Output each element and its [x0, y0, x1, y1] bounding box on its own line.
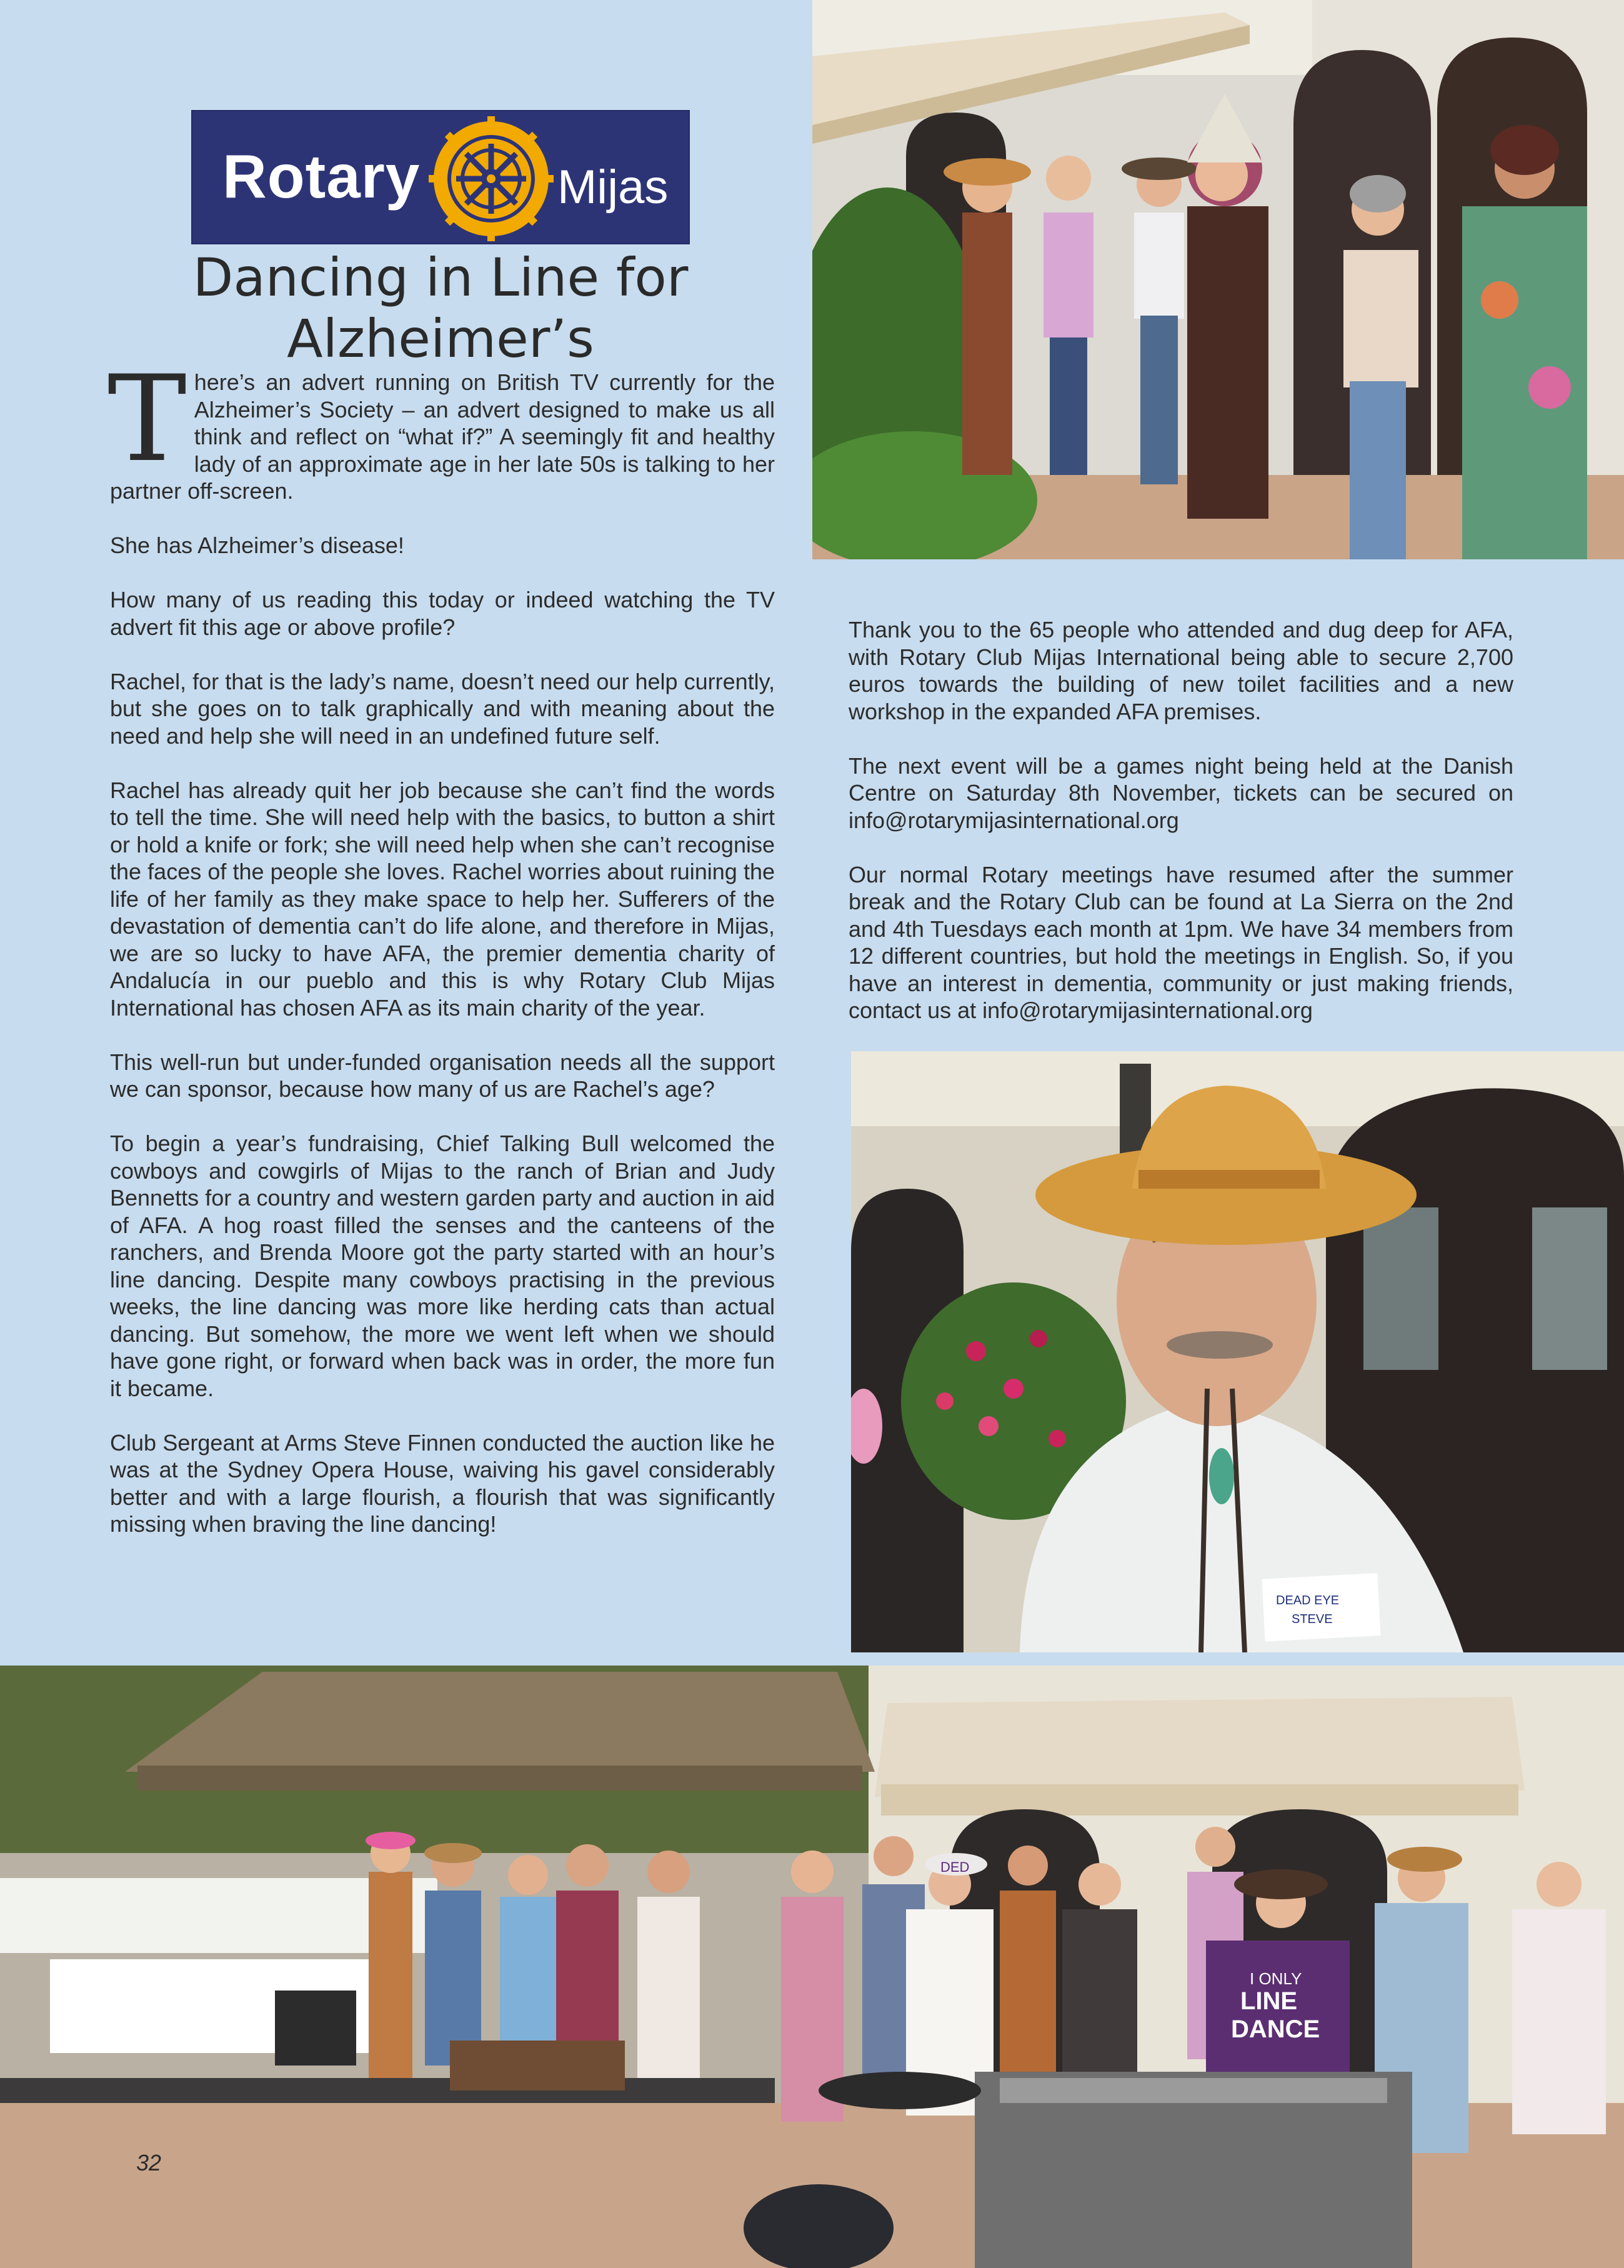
logo-club-text: Mijas — [557, 161, 669, 214]
article-paragraph: To begin a year’s fundraising, Chief Talking Bull welcomed the cowboys and cowgirls of Mijas to the ranch of Brian and Judy Bennetts for a country and western garden party and auction in aid of AFA. A hog roast filled the senses and the canteens of the ranchers, and Brenda Moore got the party started with an hour’s line dancing. Despite many cowboys practising in the previous weeks, the line dancing was more like herding cats than actual dancing. But somehow, the more we went left when we should have gone right, or forward when back was in order, the more fun it became. — [110, 1131, 775, 1401]
article-paragraph: Thank you to the 65 people who attended and dug deep for AFA, with Rotary Club Mijas International being able to secure 2,700 euros towards the building of new toilet facilities and a new workshop in the expanded AFA premises. — [849, 617, 1513, 724]
article-paragraph: There’s an advert running on British TV currently for the Alzheimer’s Society – an advert designed to make us all think and reflect on “what if?” A seemingly fit and healthy lady of an approximate age in her late 50s is talking to her partner off-screen. — [107, 350, 775, 504]
article-paragraph: She has Alzheimer’s disease! — [110, 532, 404, 558]
logo-brand-text: Rotary — [222, 142, 421, 211]
article-paragraph: Club Sergeant at Arms Steve Finnen conducted the auction like he was at the Sydney Opera House, waiving his gavel considerably better and with a large flourish, a flourish that was significantly missing when braving the line dancing! — [110, 1429, 775, 1537]
article-paragraph: Rachel has already quit her job because she can’t find the words to tell the time. She will need help with the basics, to button a shirt or hold a knife or fork; she will need help when she can’t recognise the faces of the people she loves. Rachel worries about ruining the life of her family as they make space to help her. Sufferers of the devastation of dementia can’t do life alone, and therefore in Mijas, we are so lucky to have AFA, the premier dementia charity of Andalucía in our pueblo and this is why Rotary Club Mijas International has chosen AFA as its main charity of the year. — [110, 777, 775, 1021]
hat-band-text: DED — [940, 1859, 970, 1875]
article-paragraph: Rachel, for that is the lady’s name, doesn’t need our help currently, but she goes on to talk graphically and with meaning about the need and help she will need in an undefined future self. — [110, 668, 775, 749]
drop-cap: T — [107, 350, 187, 488]
article-paragraph: This well-run but under-funded organisation needs all the support we can sponsor, because how many of us are Rachel’s age? — [110, 1049, 775, 1102]
article-paragraph: The next event will be a games night being held at the Danish Centre on Saturday 8th November, tickets can be secured on info@rotarymijasinternational.org — [849, 752, 1513, 833]
rotary-wheel-icon — [429, 116, 554, 241]
tshirt-line2: LINE — [1240, 1987, 1298, 2015]
name-badge-line1: DEAD EYE — [1276, 1594, 1340, 1607]
article-title: Dancing in Line for Alzheimer’s — [192, 247, 689, 369]
rotary-mijas-logo — [191, 110, 690, 244]
photo-group-line-dance — [0, 1666, 1624, 2268]
photo-line-dancers-terrace — [812, 0, 1624, 559]
article-left-column — [107, 350, 775, 1565]
article-right-column — [849, 616, 1513, 1051]
name-badge-line2: STEVE — [1292, 1612, 1333, 1626]
photo-dead-eye-steve — [851, 1051, 1624, 1652]
tshirt-line1: I ONLY — [1250, 1969, 1302, 1988]
tshirt-line3: DANCE — [1231, 2016, 1320, 2043]
article-paragraph: How many of us reading this today or indeed watching the TV advert fit this age or above profile? — [110, 587, 775, 640]
article-paragraph: Our normal Rotary meetings have resumed after the summer break and the Rotary Club can be found at La Sierra on the 2nd and 4th Tuesdays each month at 1pm. We have 34 members from 12 different countries, but hold the meetings in English. So, if you have an interest in dementia, community or just making friends, contact us at info@rotarymijasinternational.org — [849, 861, 1513, 1023]
page-number: 32 — [136, 2150, 162, 2176]
